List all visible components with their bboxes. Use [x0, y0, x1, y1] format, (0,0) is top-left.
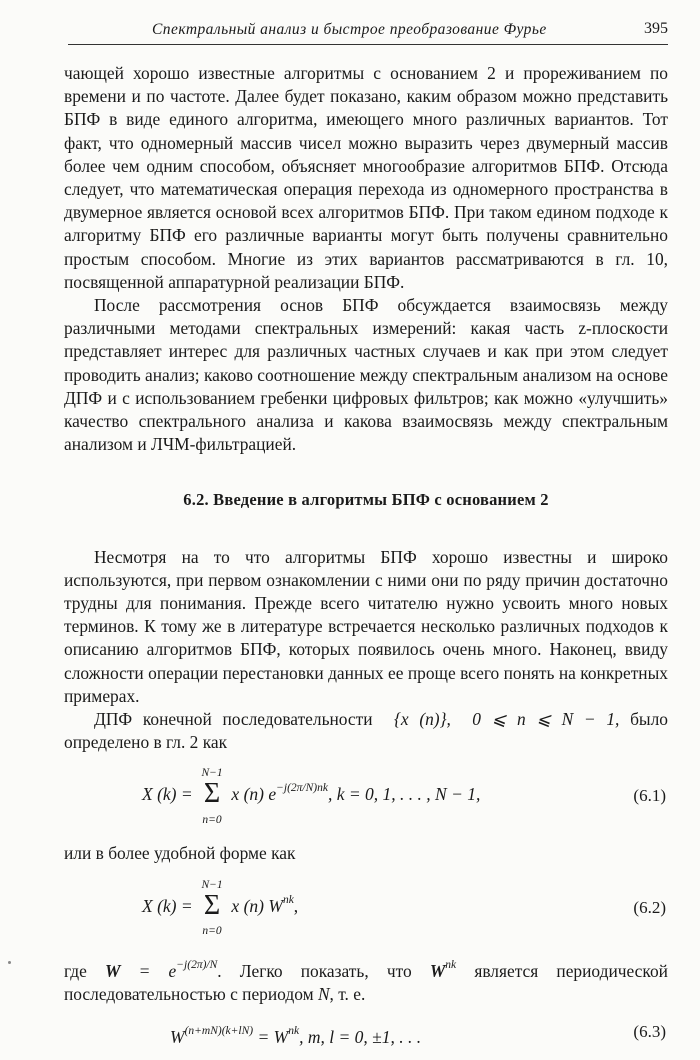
- eq1-exponent: −j(2π/N)nk: [276, 782, 328, 795]
- eq3-tail: , m, l = 0, ±1, . . .: [299, 1027, 422, 1048]
- eq2-tail: ,: [293, 895, 299, 916]
- eq2-number: (6.2): [633, 897, 666, 917]
- eq1-sum-upper: N−1: [201, 767, 223, 780]
- w-exponent: −j(2π)/N: [176, 958, 218, 971]
- eq3-number: (6.3): [633, 1022, 666, 1042]
- section-heading: 6.2. Введение в алгоритмы БПФ с основанием 2: [183, 490, 549, 510]
- running-header: [68, 18, 668, 45]
- page-content: [64, 62, 668, 1060]
- eq1-lhs: X (k) =: [142, 784, 193, 805]
- index-range: 0 ⩽ n ⩽ N − 1,: [472, 709, 620, 730]
- periodicity-lead: где: [64, 960, 87, 981]
- equation-6-1: [64, 760, 668, 836]
- eq3-rhs-exponent: nk: [288, 1025, 300, 1038]
- margin-speck: [8, 961, 11, 964]
- eq2-sigma: Σ: [203, 889, 221, 921]
- sequence-notation: {x (n)},: [393, 709, 451, 730]
- periodicity-tail: является периодической последовательностью с периодом: [64, 960, 668, 1004]
- page-number: 395: [644, 20, 668, 37]
- paragraph-overview: После рассмотрения основ БПФ обсуждается взаимосвязь между различными методами спектральных измерений: какая часть z-плоскости представляет интерес для различных частных случаев и как при этом следует проводить анализ; каково соотношение между спектральным анализом на основе ДПФ и с использованием гребенки цифровых фильтров; как можно «улучшить» качество спектрального анализа и какова взаимосвязь между спектральным анализом и ЛЧМ-фильтрацией.: [64, 295, 668, 455]
- paragraph-dft-definition: [64, 708, 668, 754]
- paragraph-continuation: чающей хорошо известные алгоритмы с основанием 2 и прореживанием по времени и по частоте. Далее будет показано, каким образом можно представить БПФ в виде единого алгоритма, имеющего много различных вариантов. Тот факт, что одномерный массив чисел можно выразить через двумерный массив более чем одним способом, объясняет многообразие алгоритмов БПФ. Отсюда следует, что математическая операция перехода из одномерного пространства в двумерное является основой всех алгоритмов БПФ. При таком едином подходе к алгоритму БПФ его различные варианты могут быть получены сравнительно простым способом. Многие из этих вариантов рассматриваются в гл. 10, посвященной аппаратурной реализации БПФ.: [64, 63, 668, 292]
- wnk-exponent: nk: [445, 958, 457, 971]
- dft-tail-text: было определено в гл. 2 как: [64, 709, 668, 753]
- eq2-summation: [197, 878, 227, 938]
- periodicity-mid: . Легко показать, что: [217, 960, 412, 981]
- eq3-exponent: (n+mN)(k+lN): [184, 1025, 254, 1038]
- eq1-sigma: Σ: [203, 778, 221, 810]
- paragraph-periodicity: [64, 954, 668, 1006]
- eq1-sum-lower: n=0: [202, 814, 222, 827]
- eq1-number: (6.1): [633, 786, 666, 806]
- eq2-sum-lower: n=0: [202, 925, 222, 938]
- w-symbol: W: [105, 960, 121, 981]
- eq2-lhs: X (k) =: [142, 895, 193, 916]
- eq2-sum-upper: N−1: [201, 878, 223, 891]
- periodicity-end: , т. е.: [329, 983, 366, 1004]
- eq1-summation: [197, 766, 227, 826]
- paragraph-intro: Несмотря на то что алгоритмы БПФ хорошо известны и широко используются, при первом ознакомлении с ними они по ряду причин достаточно трудны для понимания. Прежде всего читателю нужно усвоить много новых терминов. К тому же в литературе встречается несколько различных подходов к описанию алгоритмов БПФ, которых появилось очень много. Наконец, ввиду сложности операции перестановки данных ее проще всего понять на конкретных примерах.: [64, 546, 668, 706]
- running-title: Спектральный анализ и быстрое преобразование Фурье: [152, 21, 547, 38]
- eq3-rhs: = W: [257, 1027, 289, 1048]
- equation-6-2: [64, 872, 668, 948]
- wnk-symbol: W: [429, 960, 446, 981]
- paragraph-between-equations: или в более удобной форме как: [64, 843, 296, 864]
- equation-6-3: [64, 1012, 668, 1054]
- eq2-exponent: nk: [282, 893, 294, 906]
- period-n: N: [317, 983, 330, 1004]
- eq1-body: x (n) e: [231, 784, 277, 805]
- eq3-base: W: [170, 1027, 185, 1048]
- eq1-tail: , k = 0, 1, . . . , N − 1,: [327, 784, 481, 805]
- w-equals: = e: [138, 960, 177, 981]
- eq2-body: x (n) W: [231, 895, 283, 916]
- dft-lead-text: ДПФ конечной последовательности: [94, 709, 373, 730]
